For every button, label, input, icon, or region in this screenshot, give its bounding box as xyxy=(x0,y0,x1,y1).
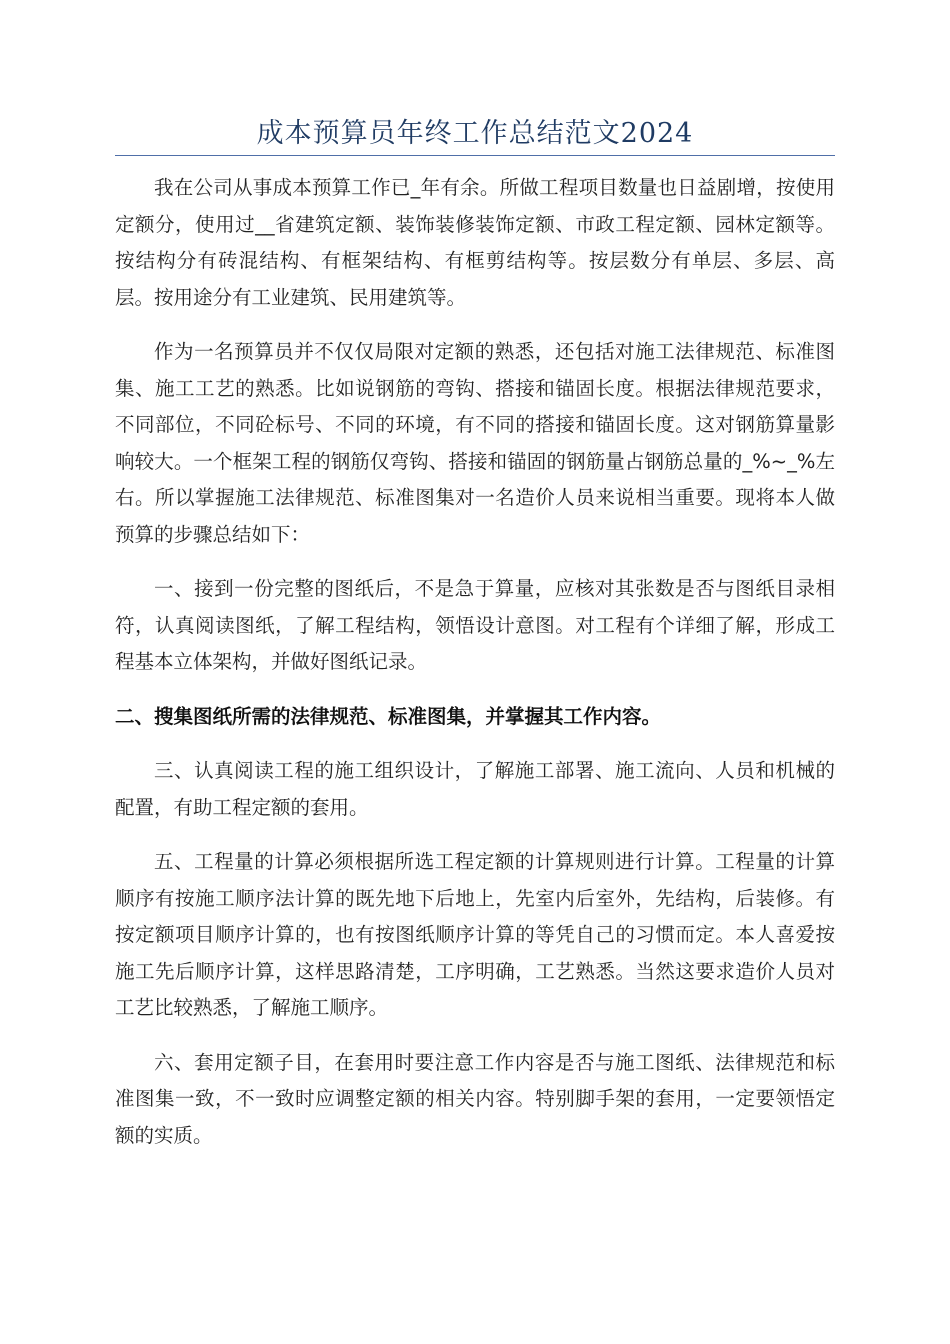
paragraph-step-1: 一、接到一份完整的图纸后，不是急于算量，应核对其张数是否与图纸目录相符，认真阅读图纸，了解工程结构，领悟设计意图。对工程有个详细了解，形成工程基本立体架构，并做好图纸记录。 xyxy=(115,577,835,673)
paragraph-step-3: 三、认真阅读工程的施工组织设计，了解施工部署、施工流向、人员和机械的配置，有助工程定额的套用。 xyxy=(115,759,835,819)
document-title: 成本预算员年终工作总结范文2024 xyxy=(256,118,694,149)
paragraph-step-6: 六、套用定额子目，在套用时要注意工作内容是否与施工图纸、法律规范和标准图集一致，不一致时应调整定额的相关内容。特别脚手架的套用，一定要领悟定额的实质。 xyxy=(115,1050,835,1147)
paragraph-step-2: 二、搜集图纸所需的法律规范、标准图集，并掌握其工作内容。 xyxy=(115,704,662,728)
title-underline xyxy=(115,155,835,156)
document-body xyxy=(115,170,835,1172)
paragraph-role: 作为一名预算员并不仅仅局限对定额的熟悉，还包括对施工法律规范、标准图集、施工工艺的熟悉。比如说钢筋的弯钩、搭接和锚固长度。根据法律规范要求，不同部位，不同砼标号、不同的环境，有不同的搭接和锚固长度。这对钢筋算量影响较大。一个框架工程的钢筋仅弯钩、搭接和锚固的钢筋量占钢筋总量的_%~_%左右。所以掌握施工法律规范、标准图集对一名造价人员来说相当重要。现将本人做预算的步骤总结如下： xyxy=(115,340,835,546)
paragraph-step-5: 五、工程量的计算必须根据所选工程定额的计算规则进行计算。工程量的计算顺序有按施工顺序法计算的既先地下后地上，先室内后室外，先结构，后装修。有按定额项目顺序计算的，也有按图纸顺序计算的等凭自己的习惯而定。本人喜爱按施工先后顺序计算，这样思路清楚，工序明确，工艺熟悉。当然这要求造价人员对工艺比较熟悉，了解施工顺序。 xyxy=(115,850,835,1019)
paragraph-intro: 我在公司从事成本预算工作已_年有余。所做工程项目数量也日益剧增，按使用定额分，使用过__省建筑定额、装饰装修装饰定额、市政工程定额、园林定额等。按结构分有砖混结构、有框架结构、有框剪结构等。按层数分有单层、多层、高层。按用途分有工业建筑、民用建筑等。 xyxy=(115,176,835,309)
